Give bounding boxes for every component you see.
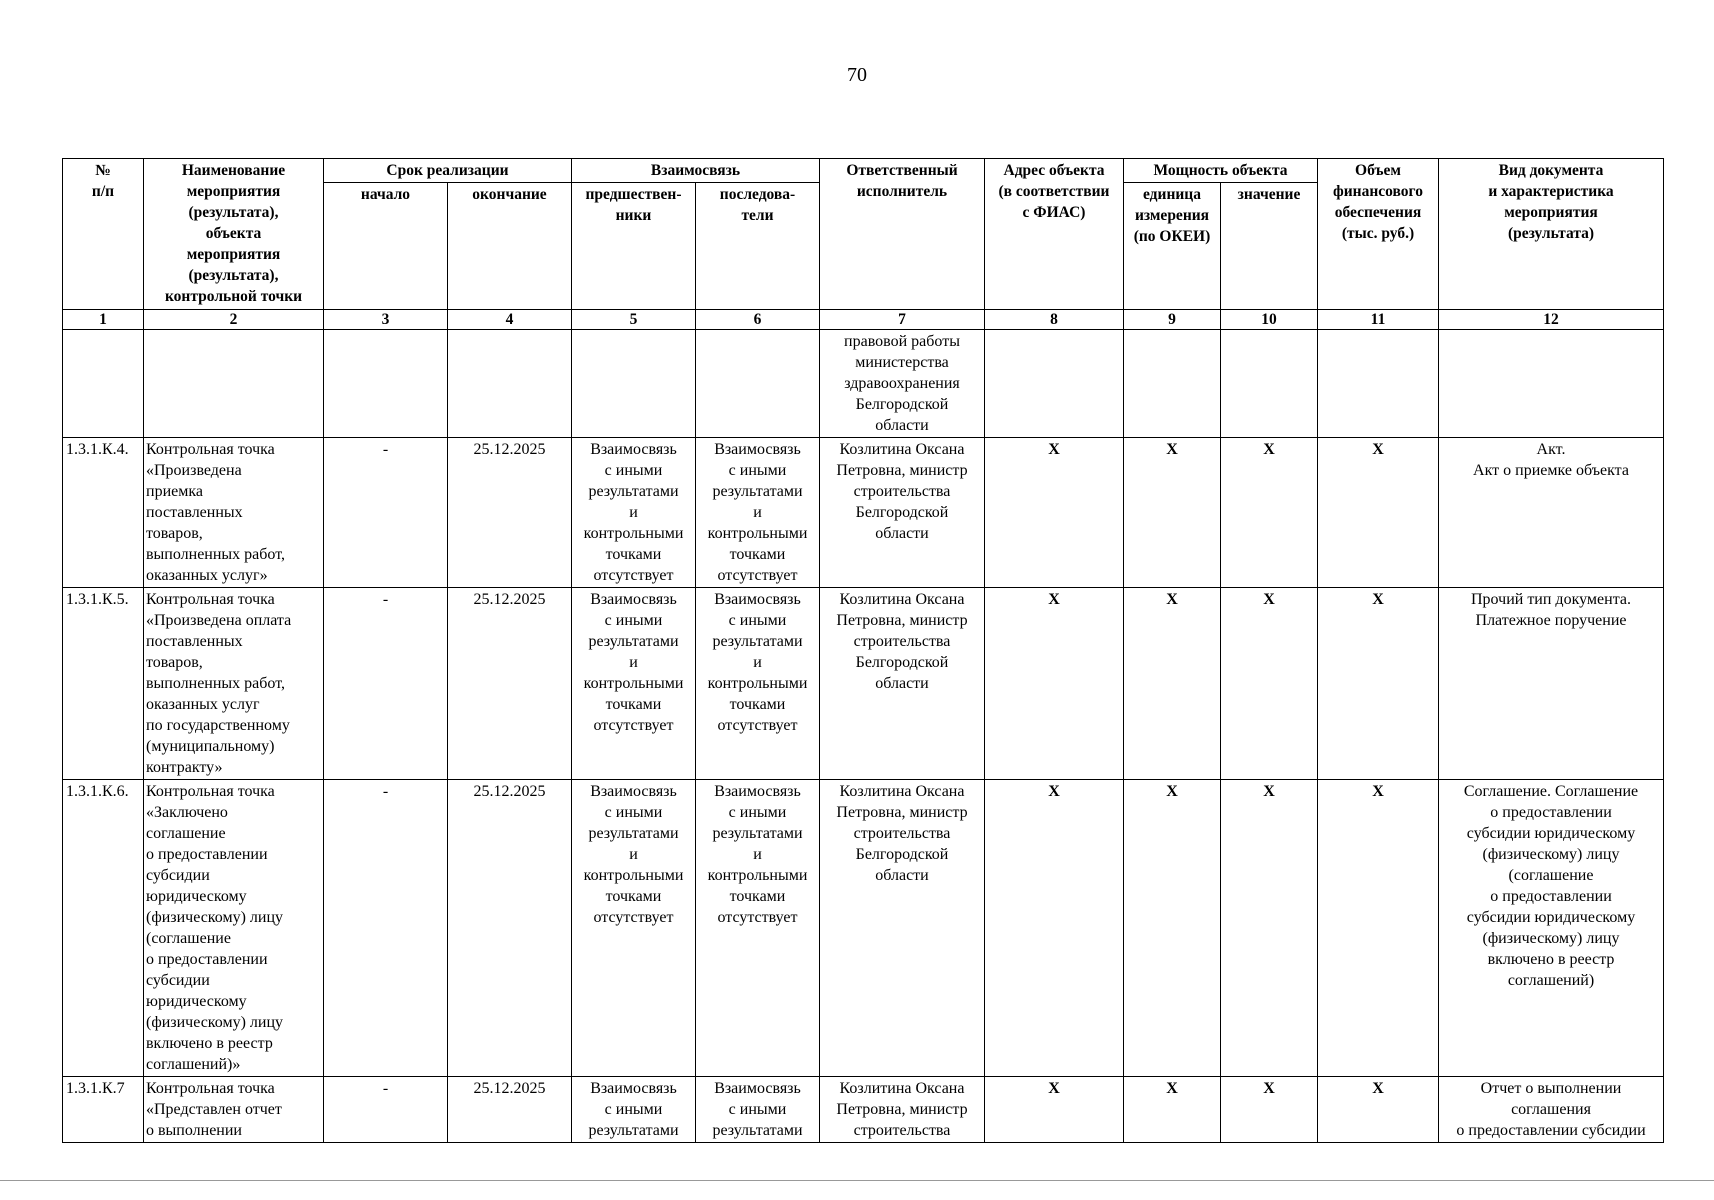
cell-value: X [1221,588,1318,780]
cell-code: 1.3.1.К.5. [63,588,144,780]
header-link: Взаимосвязь [572,159,820,183]
cell-successors: Взаимосвязь с иными результатами и контрольными точками отсутствует [696,438,820,588]
column-number: 4 [448,310,572,330]
cell-empty [1318,330,1439,438]
cell-empty [324,330,448,438]
cell-code: 1.3.1.К.4. [63,438,144,588]
cell-name: Контрольная точка «Произведена приемка поставленных товаров, выполненных работ, оказанных услуг» [144,438,324,588]
header-value: значение [1221,183,1318,310]
cell-empty [1124,330,1221,438]
cell-empty [985,330,1124,438]
cell-financing: X [1318,588,1439,780]
table-row-continuation [63,330,1664,438]
column-number: 11 [1318,310,1439,330]
table-row [63,780,1664,1077]
cell-address: X [985,438,1124,588]
cell-address: X [985,780,1124,1077]
plan-table [62,158,1664,1143]
table-row [63,1077,1664,1143]
cell-responsible: Козлитина Оксана Петровна, министр строительства [820,1077,985,1143]
header-predecessors: предшествен- ники [572,183,696,310]
column-number: 1 [63,310,144,330]
table-row [63,438,1664,588]
cell-address: X [985,1077,1124,1143]
header-number: № п/п [63,159,144,310]
column-number: 10 [1221,310,1318,330]
cell-predecessors: Взаимосвязь с иными результатами [572,1077,696,1143]
table-row [63,588,1664,780]
header-start: начало [324,183,448,310]
cell-document: Отчет о выполнении соглашения о предоставлении субсидии [1439,1077,1664,1143]
header-power: Мощность объекта [1124,159,1318,183]
cell-document: Акт. Акт о приемке объекта [1439,438,1664,588]
column-number: 3 [324,310,448,330]
cell-end: 25.12.2025 [448,588,572,780]
cell-end: 25.12.2025 [448,1077,572,1143]
cell-value: X [1221,1077,1318,1143]
cell-predecessors: Взаимосвязь с иными результатами и контрольными точками отсутствует [572,780,696,1077]
cell-responsible: Козлитина Оксана Петровна, министр строительства Белгородской области [820,588,985,780]
header-unit: единица измерения (по ОКЕИ) [1124,183,1221,310]
cell-responsible: Козлитина Оксана Петровна, министр строительства Белгородской области [820,438,985,588]
cell-unit: X [1124,438,1221,588]
cell-unit: X [1124,1077,1221,1143]
cell-financing: X [1318,780,1439,1077]
cell-end: 25.12.2025 [448,438,572,588]
column-number: 5 [572,310,696,330]
cell-start: - [324,588,448,780]
cell-unit: X [1124,780,1221,1077]
cell-predecessors: Взаимосвязь с иными результатами и контрольными точками отсутствует [572,588,696,780]
cell-empty [696,330,820,438]
cell-code: 1.3.1.К.7 [63,1077,144,1143]
header-address: Адрес объекта (в соответствии с ФИАС) [985,159,1124,310]
cell-document: Прочий тип документа. Платежное поручение [1439,588,1664,780]
cell-predecessors: Взаимосвязь с иными результатами и контрольными точками отсутствует [572,438,696,588]
cell-successors: Взаимосвязь с иными результатами и контрольными точками отсутствует [696,780,820,1077]
cell-responsible: Козлитина Оксана Петровна, министр строительства Белгородской области [820,780,985,1077]
cell-financing: X [1318,1077,1439,1143]
cell-successors: Взаимосвязь с иными результатами [696,1077,820,1143]
cell-name: Контрольная точка «Заключено соглашение о предоставлении субсидии юридическому (физическому) лицу (соглашение о предоставлении субсидии юридическому (физическому) лицу включено в реестр соглашений)» [144,780,324,1077]
cell-start: - [324,780,448,1077]
cell-empty [572,330,696,438]
cell-empty [63,330,144,438]
cell-successors: Взаимосвязь с иными результатами и контрольными точками отсутствует [696,588,820,780]
header-period: Срок реализации [324,159,572,183]
column-number: 2 [144,310,324,330]
column-number: 12 [1439,310,1664,330]
page-edge-line [0,1180,1714,1181]
column-number: 6 [696,310,820,330]
cell-empty [1439,330,1664,438]
cell-empty [144,330,324,438]
header-name: Наименование мероприятия (результата), объекта мероприятия (результата), контрольной точки [144,159,324,310]
cell-start: - [324,438,448,588]
header-financing: Объем финансового обеспечения (тыс. руб.) [1318,159,1439,310]
cell-start: - [324,1077,448,1143]
header-responsible: Ответственный исполнитель [820,159,985,310]
cell-name: Контрольная точка «Произведена оплата поставленных товаров, выполненных работ, оказанных услуг по государственному (муниципальному) контракту» [144,588,324,780]
cell-end: 25.12.2025 [448,780,572,1077]
cell-unit: X [1124,588,1221,780]
column-number: 7 [820,310,985,330]
cell-address: X [985,588,1124,780]
cell-document: Соглашение. Соглашение о предоставлении субсидии юридическому (физическому) лицу (соглашение о предоставлении субсидии юридическому (физическому) лицу включено в реестр соглашений) [1439,780,1664,1077]
header-document: Вид документа и характеристика мероприятия (результата) [1439,159,1664,310]
cell-code: 1.3.1.К.6. [63,780,144,1077]
cell-empty [448,330,572,438]
cell-name: Контрольная точка «Представлен отчет о выполнении [144,1077,324,1143]
header-end: окончание [448,183,572,310]
cell-financing: X [1318,438,1439,588]
page-number: 70 [847,64,867,86]
cell-empty [1221,330,1318,438]
column-number: 8 [985,310,1124,330]
cell-responsible: правовой работы министерства здравоохранения Белгородской области [820,330,985,438]
cell-value: X [1221,438,1318,588]
cell-value: X [1221,780,1318,1077]
column-number: 9 [1124,310,1221,330]
header-successors: последова- тели [696,183,820,310]
table-header [63,159,1664,330]
